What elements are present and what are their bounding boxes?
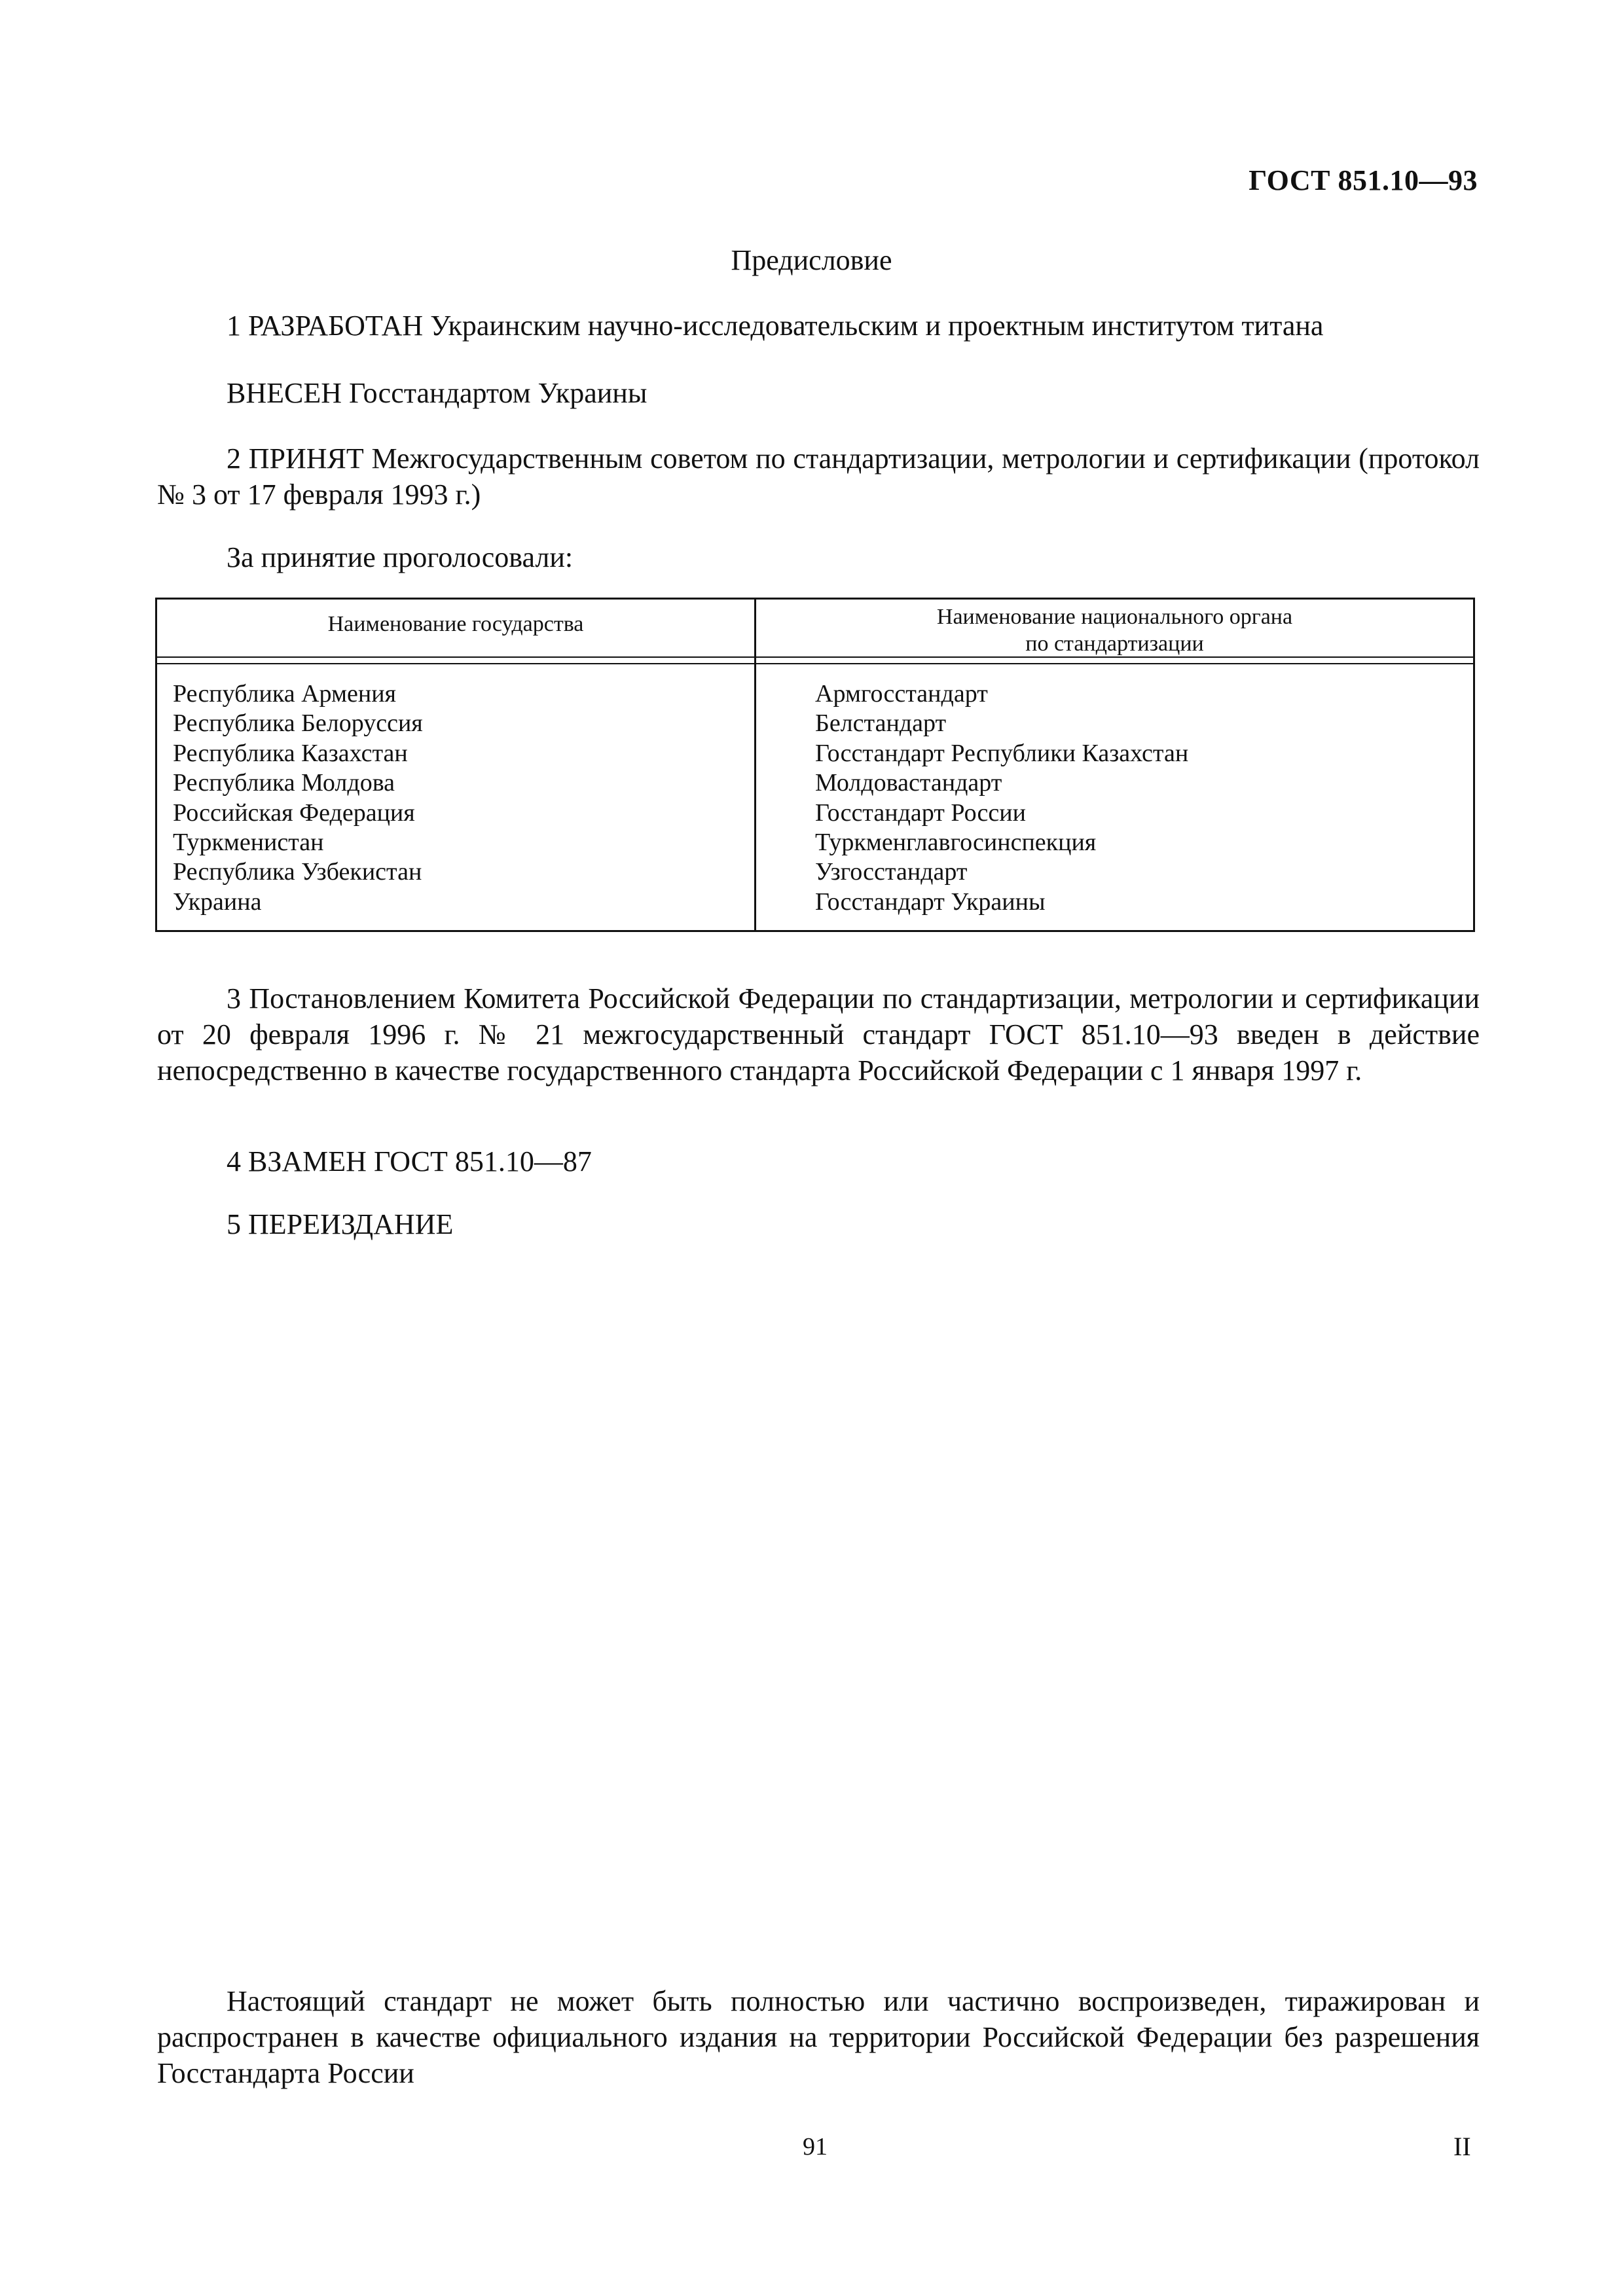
table-cell-body: Госстандарт Республики Казахстан xyxy=(815,739,1189,767)
table-cell-state: Республика Узбекистан xyxy=(173,858,422,886)
preface-item-1: 1 РАЗРАБОТАН Украинским научно-исследовательским и проектным институтом титана xyxy=(227,310,1324,342)
preface-title: Предисловие xyxy=(731,244,892,276)
table-cell-state: Республика Белоруссия xyxy=(173,709,423,738)
preface-voted: За принятие проголосовали: xyxy=(227,541,574,573)
table-bodies-column xyxy=(815,679,1188,917)
table-cell-body: Госстандарт России xyxy=(815,798,1026,827)
table-header-rule-double xyxy=(155,663,1475,664)
table-header-body xyxy=(756,603,1473,657)
table-cell-body: Госстандарт Украины xyxy=(815,888,1046,916)
table-cell-state: Республика Казахстан xyxy=(173,739,408,767)
preface-introduced: ВНЕСЕН Госстандартом Украины xyxy=(227,377,647,409)
copyright-notice: Настоящий стандарт не может быть полностью или частично воспроизведен, тиражирован и распространен в качестве официального издания на территории Российской Федерации без разрешения Госстандарта России xyxy=(157,1985,1480,2089)
page-roman-numeral: II xyxy=(1453,2132,1471,2161)
table-cell-body: Белстандарт xyxy=(815,709,947,738)
table-cell-body: Армгосстандарт xyxy=(815,680,988,708)
table-cell-body: Узгосстандарт xyxy=(815,858,968,886)
table-header-state: Наименование государства xyxy=(327,612,584,636)
table-states-column xyxy=(173,679,423,917)
item-3: 3 Постановлением Комитета Российской Федерации по стандартизации, метрологии и сертификации от 20 февраля 1996 г. № 21 межгосударственный стандарт ГОСТ 851.10—93 введен в действие непосредственно в качестве государственного стандарта Российской Федерации с 1 января 1997 г. xyxy=(157,982,1480,1086)
table-cell-state: Российская Федерация xyxy=(173,798,415,827)
table-cell-body: Туркменглавгосинспекция xyxy=(815,829,1097,857)
table-cell-state: Республика Молдова xyxy=(173,769,395,797)
table-header-body-line1: Наименование национального органа xyxy=(936,605,1293,629)
item-4: 4 ВЗАМЕН ГОСТ 851.10—87 xyxy=(227,1145,592,1177)
table-cell-body: Молдовастандарт xyxy=(815,769,1002,797)
table-cell-state: Туркменистан xyxy=(173,829,324,857)
table-cell-state: Украина xyxy=(173,888,262,916)
page-number: 91 xyxy=(803,2133,828,2161)
preface-item-2: 2 ПРИНЯТ Межгосударственным советом по стандартизации, метрологии и сертификации (протокол № 3 от 17 февраля 1993 г.) xyxy=(157,442,1480,511)
item-5: 5 ПЕРЕИЗДАНИЕ xyxy=(227,1208,454,1240)
document-code: ГОСТ 851.10—93 xyxy=(1249,164,1478,196)
table-header-body-line2: по стандартизации xyxy=(1025,632,1204,656)
table-cell-state: Республика Армения xyxy=(173,680,397,708)
